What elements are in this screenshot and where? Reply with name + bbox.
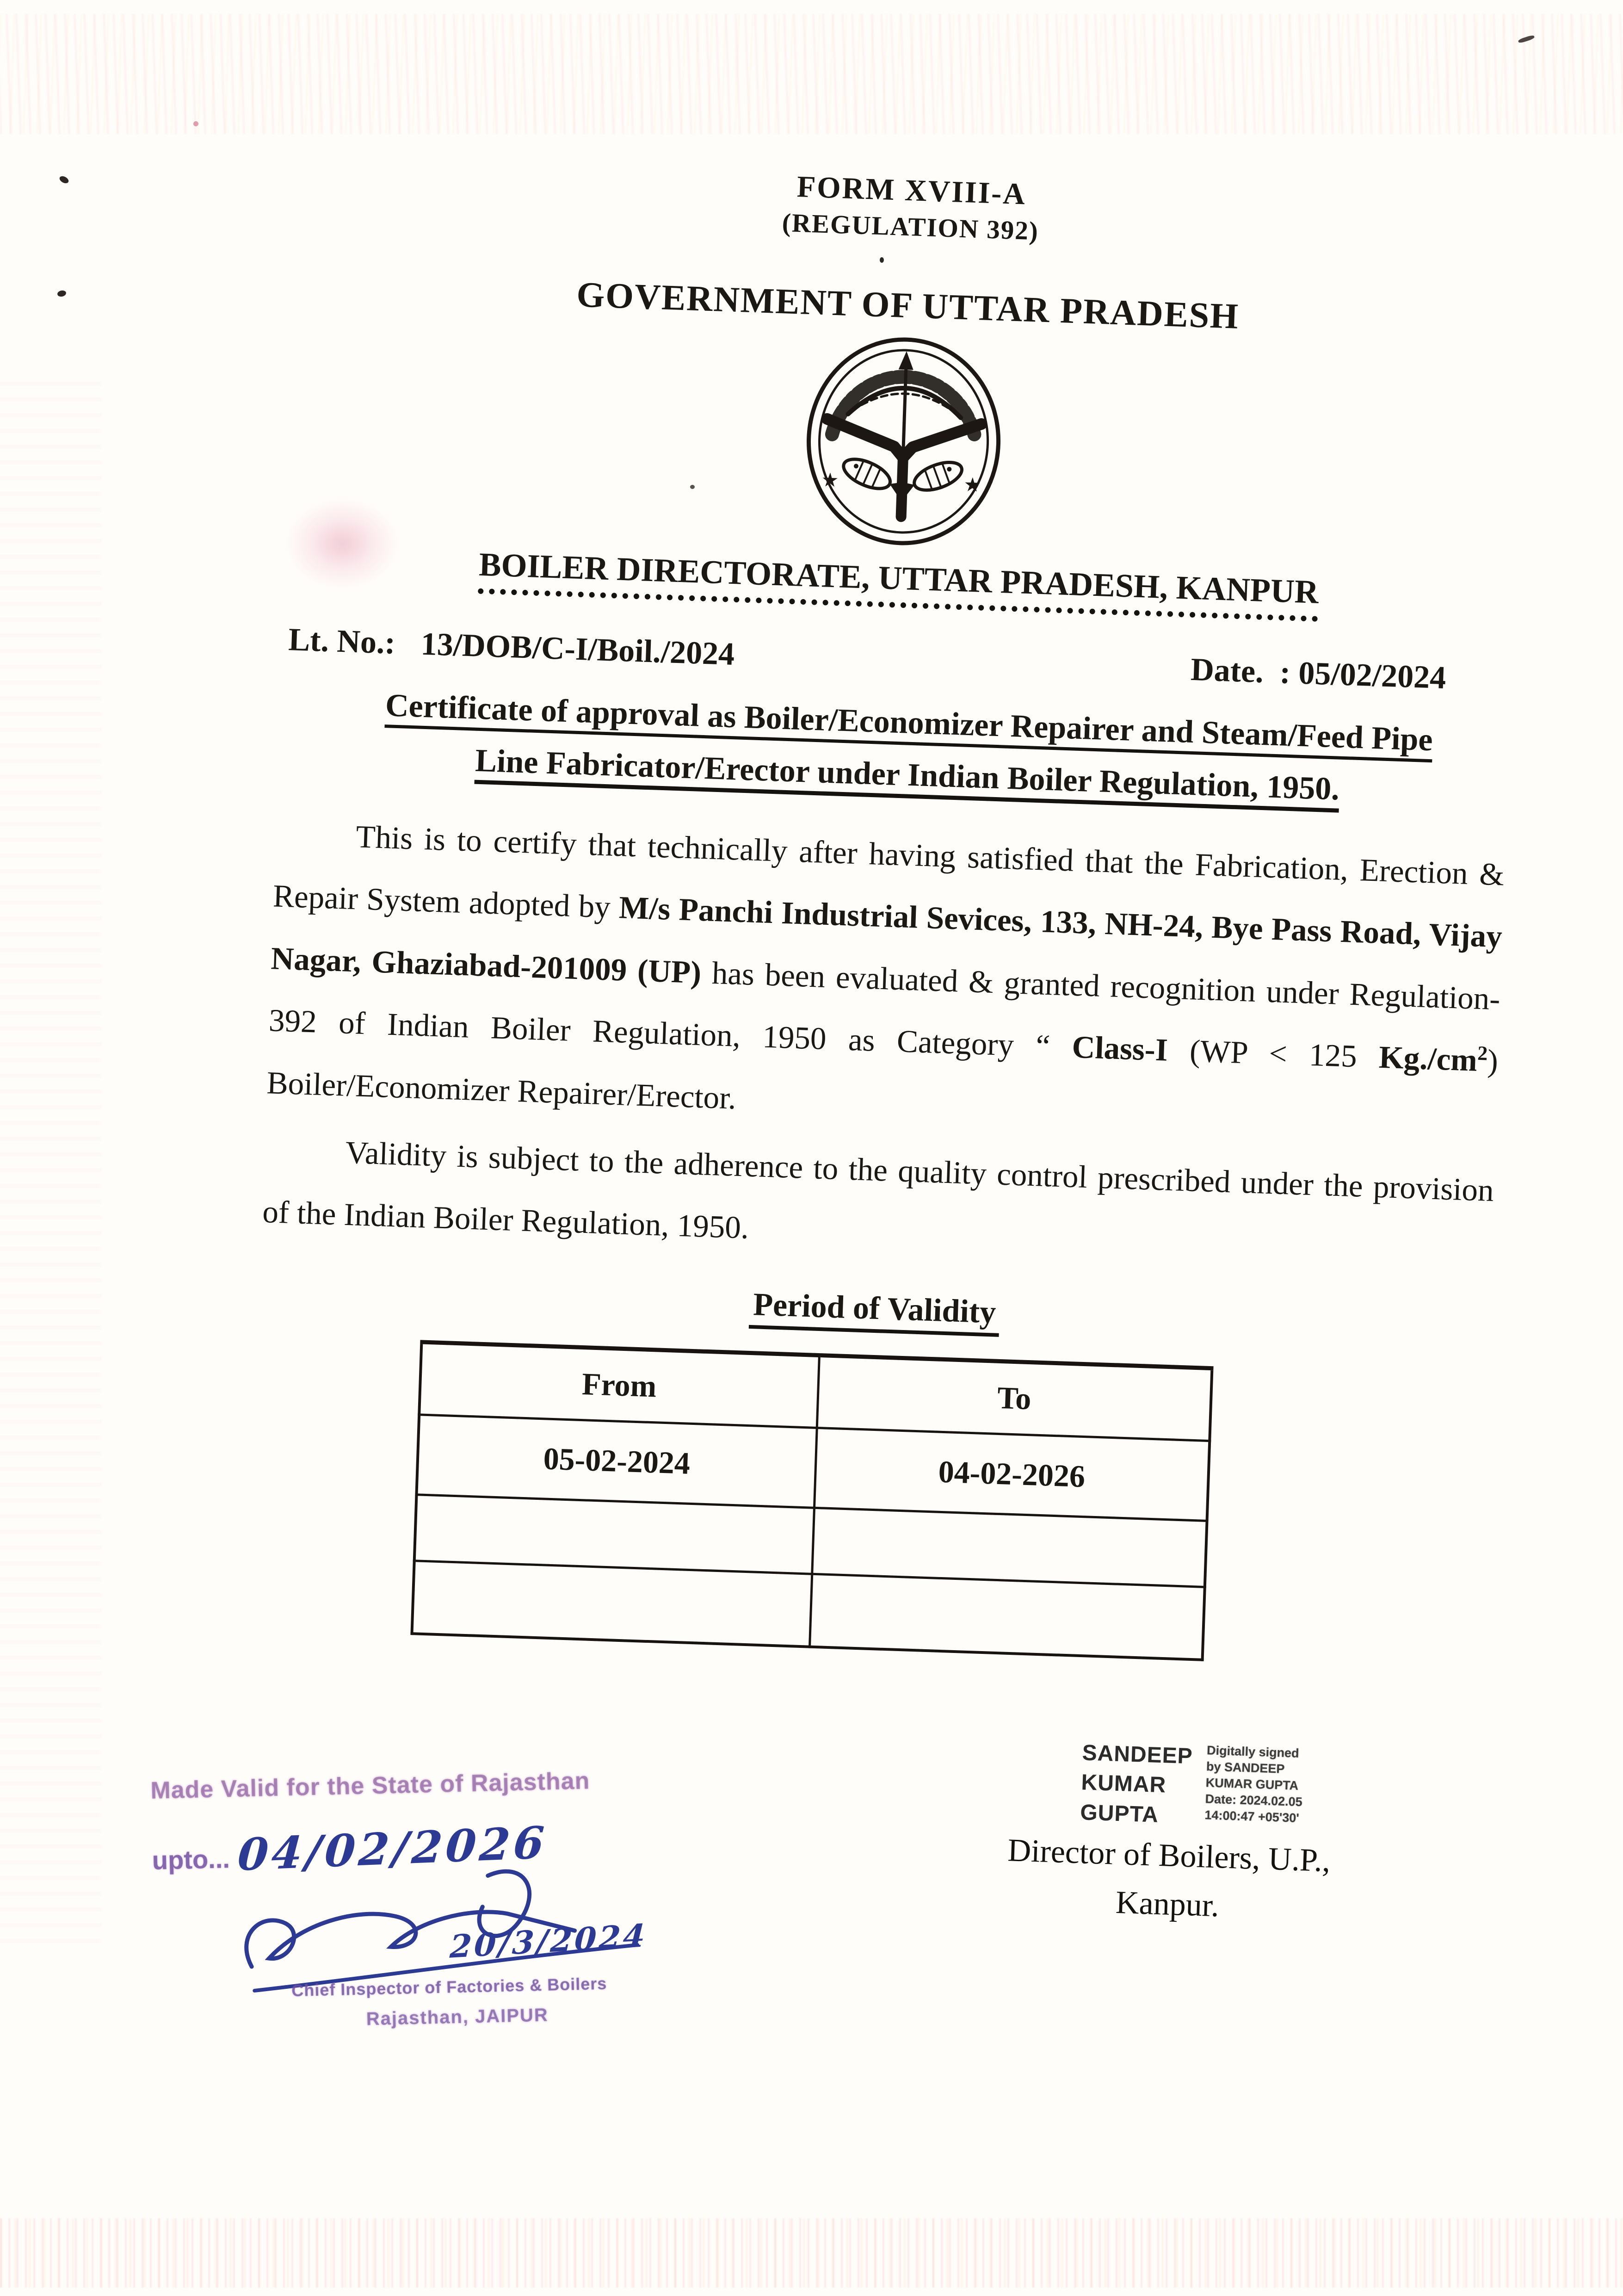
star-icon: ★ (821, 468, 839, 492)
government-heading: GOVERNMENT OF UTTAR PRADESH (576, 274, 1240, 336)
signatory-line-2: Kanpur. (1115, 1884, 1220, 1924)
certificate-subject (277, 676, 1539, 823)
subject-line-1: Certificate of approval as Boiler/Economizer Repairer and Steam/Feed Pipe (385, 687, 1433, 762)
regulation-reference: (REGULATION 392) (781, 208, 1039, 246)
digital-signer-name: SANDEEP KUMAR GUPTA (1080, 1740, 1193, 1828)
column-header-from: From (419, 1342, 819, 1428)
letter-number-value: 13/DOB/C-I/Boil./2024 (420, 626, 735, 673)
directorate-heading: BOILER DIRECTORATE, UTTAR PRADESH, KANPUR (478, 546, 1319, 622)
stamp-place-text: Rajasthan, JAIPUR (366, 2005, 549, 2030)
validity-table (410, 1340, 1213, 1661)
letter-number-label: Lt. No.: (288, 622, 396, 661)
letter-date (1190, 651, 1447, 697)
star-icon: ★ (963, 473, 981, 496)
handwritten-sign-date: 20/3/2024 (449, 1917, 648, 1966)
valid-to-date: 04-02-2026 (814, 1428, 1210, 1521)
valid-from-date: 05-02-2024 (416, 1415, 816, 1508)
letter-number (288, 621, 735, 673)
stamp-upto-label: upto... (152, 1844, 230, 1875)
scan-noise-bottom (0, 2218, 1623, 2288)
period-of-validity-heading: Period of Validity (749, 1287, 1000, 1337)
stamp-office-text: Chief Inspector of Factories & Boilers (291, 1974, 607, 2000)
signatory-line-1: Director of Boilers, U.P., (1007, 1832, 1331, 1879)
validity-condition-paragraph: Validity is subject to the adherence to the quality control prescribed under the provision of the Indian Boiler Regulation, 1950. (262, 1134, 1494, 1245)
uttar-pradesh-emblem-icon (796, 329, 1011, 554)
handwritten-validity-date: 04/02/2026 (236, 1817, 549, 1881)
letter-date-label: Date. (1190, 651, 1265, 690)
subject-line-2: Line Fabricator/Erector under Indian Boiler Regulation, 1950. (475, 743, 1340, 813)
certification-paragraph: This is to certify that technically after having satisfied that the Fabrication, Erection & Repair System adopted by M/s Panchi Industrial Sevices, 133, NH-24, Bye Pass Road, Vijay Nagar, Ghaziabad-201009 (UP) has been evaluated & granted recognition under Regulation-392 of Indian Boiler Regulation, 1950 as Category “ Class-I (WP < 125 $Kg./cm^2$) Boiler/Economizer Repairer/Erector. (266, 818, 1505, 1116)
digital-signature-block (1080, 1738, 1304, 1835)
signature-area (0, 1683, 1598, 2199)
letter-date-value: : 05/02/2024 (1279, 655, 1447, 696)
signatory-designation (954, 1824, 1382, 1935)
digital-signature-details: Digitally signed by SANDEEP KUMAR GUPTA Date: 2024.02.05 14:00:47 +05'30' (1204, 1743, 1303, 1825)
stamp-made-valid-text: Made Valid for the State of Rajasthan (150, 1767, 590, 1804)
rajasthan-validation-stamp (150, 1764, 735, 2077)
form-number: FORM XVIII-A (796, 170, 1027, 211)
column-header-to: To (817, 1355, 1212, 1441)
